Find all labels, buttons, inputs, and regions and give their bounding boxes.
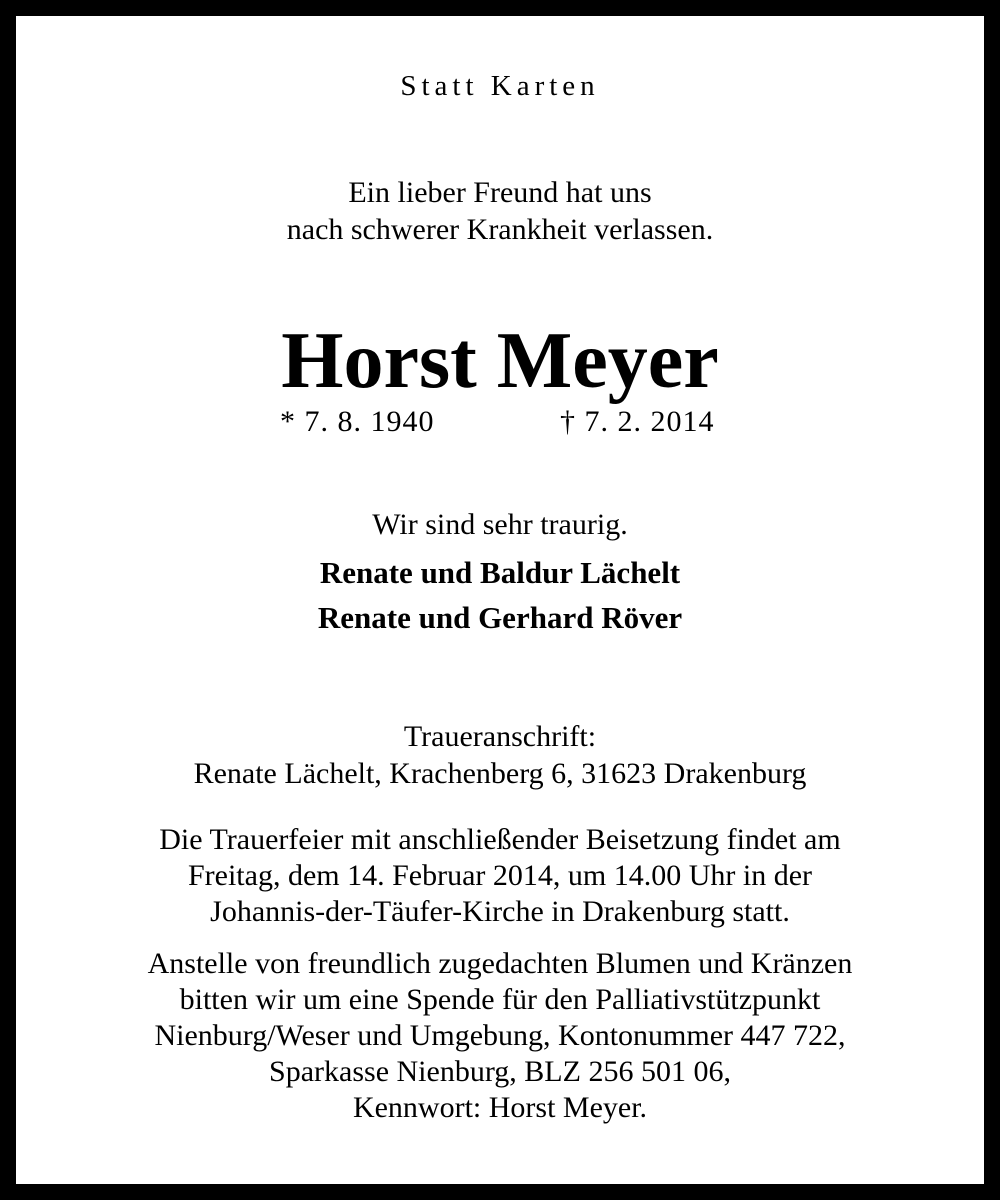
mourner-2: Renate und Gerhard Röver <box>317 600 683 635</box>
intro-line-1: Ein lieber Freund hat uns <box>348 176 652 209</box>
donation-line-5: Kennwort: Horst Meyer. <box>352 1091 648 1124</box>
funeral-line-1: Die Trauerfeier mit anschließender Beisetzung findet am <box>159 823 841 856</box>
sad-message: Wir sind sehr traurig. <box>372 508 628 541</box>
donation-line-1: Anstelle von freundlich zugedachten Blumen und Kränzen <box>147 947 853 980</box>
funeral-line-3: Johannis-der-Täufer-Kirche in Drakenburg statt. <box>210 895 790 928</box>
mourner-1: Renate und Baldur Lächelt <box>319 555 681 590</box>
donation-line-4: Sparkasse Nienburg, BLZ 256 501 06, <box>269 1055 731 1088</box>
death-date: † 7. 2. 2014 <box>560 405 715 438</box>
birth-date: * 7. 8. 1940 <box>280 405 435 438</box>
address-line: Renate Lächelt, Krachenberg 6, 31623 Drakenburg <box>193 757 807 790</box>
address-label: Traueranschrift: <box>403 720 597 753</box>
intro-line-2: nach schwerer Krankheit verlassen. <box>286 213 714 246</box>
donation-line-3: Nienburg/Weser und Umgebung, Kontonummer 447 722, <box>154 1019 846 1052</box>
deceased-name: Horst Meyer <box>281 317 719 405</box>
notice-header: Statt Karten <box>400 70 600 102</box>
donation-line-2: bitten wir um eine Spende für den Palliativstützpunkt <box>179 983 821 1016</box>
funeral-line-2: Freitag, dem 14. Februar 2014, um 14.00 Uhr in der <box>187 859 813 892</box>
